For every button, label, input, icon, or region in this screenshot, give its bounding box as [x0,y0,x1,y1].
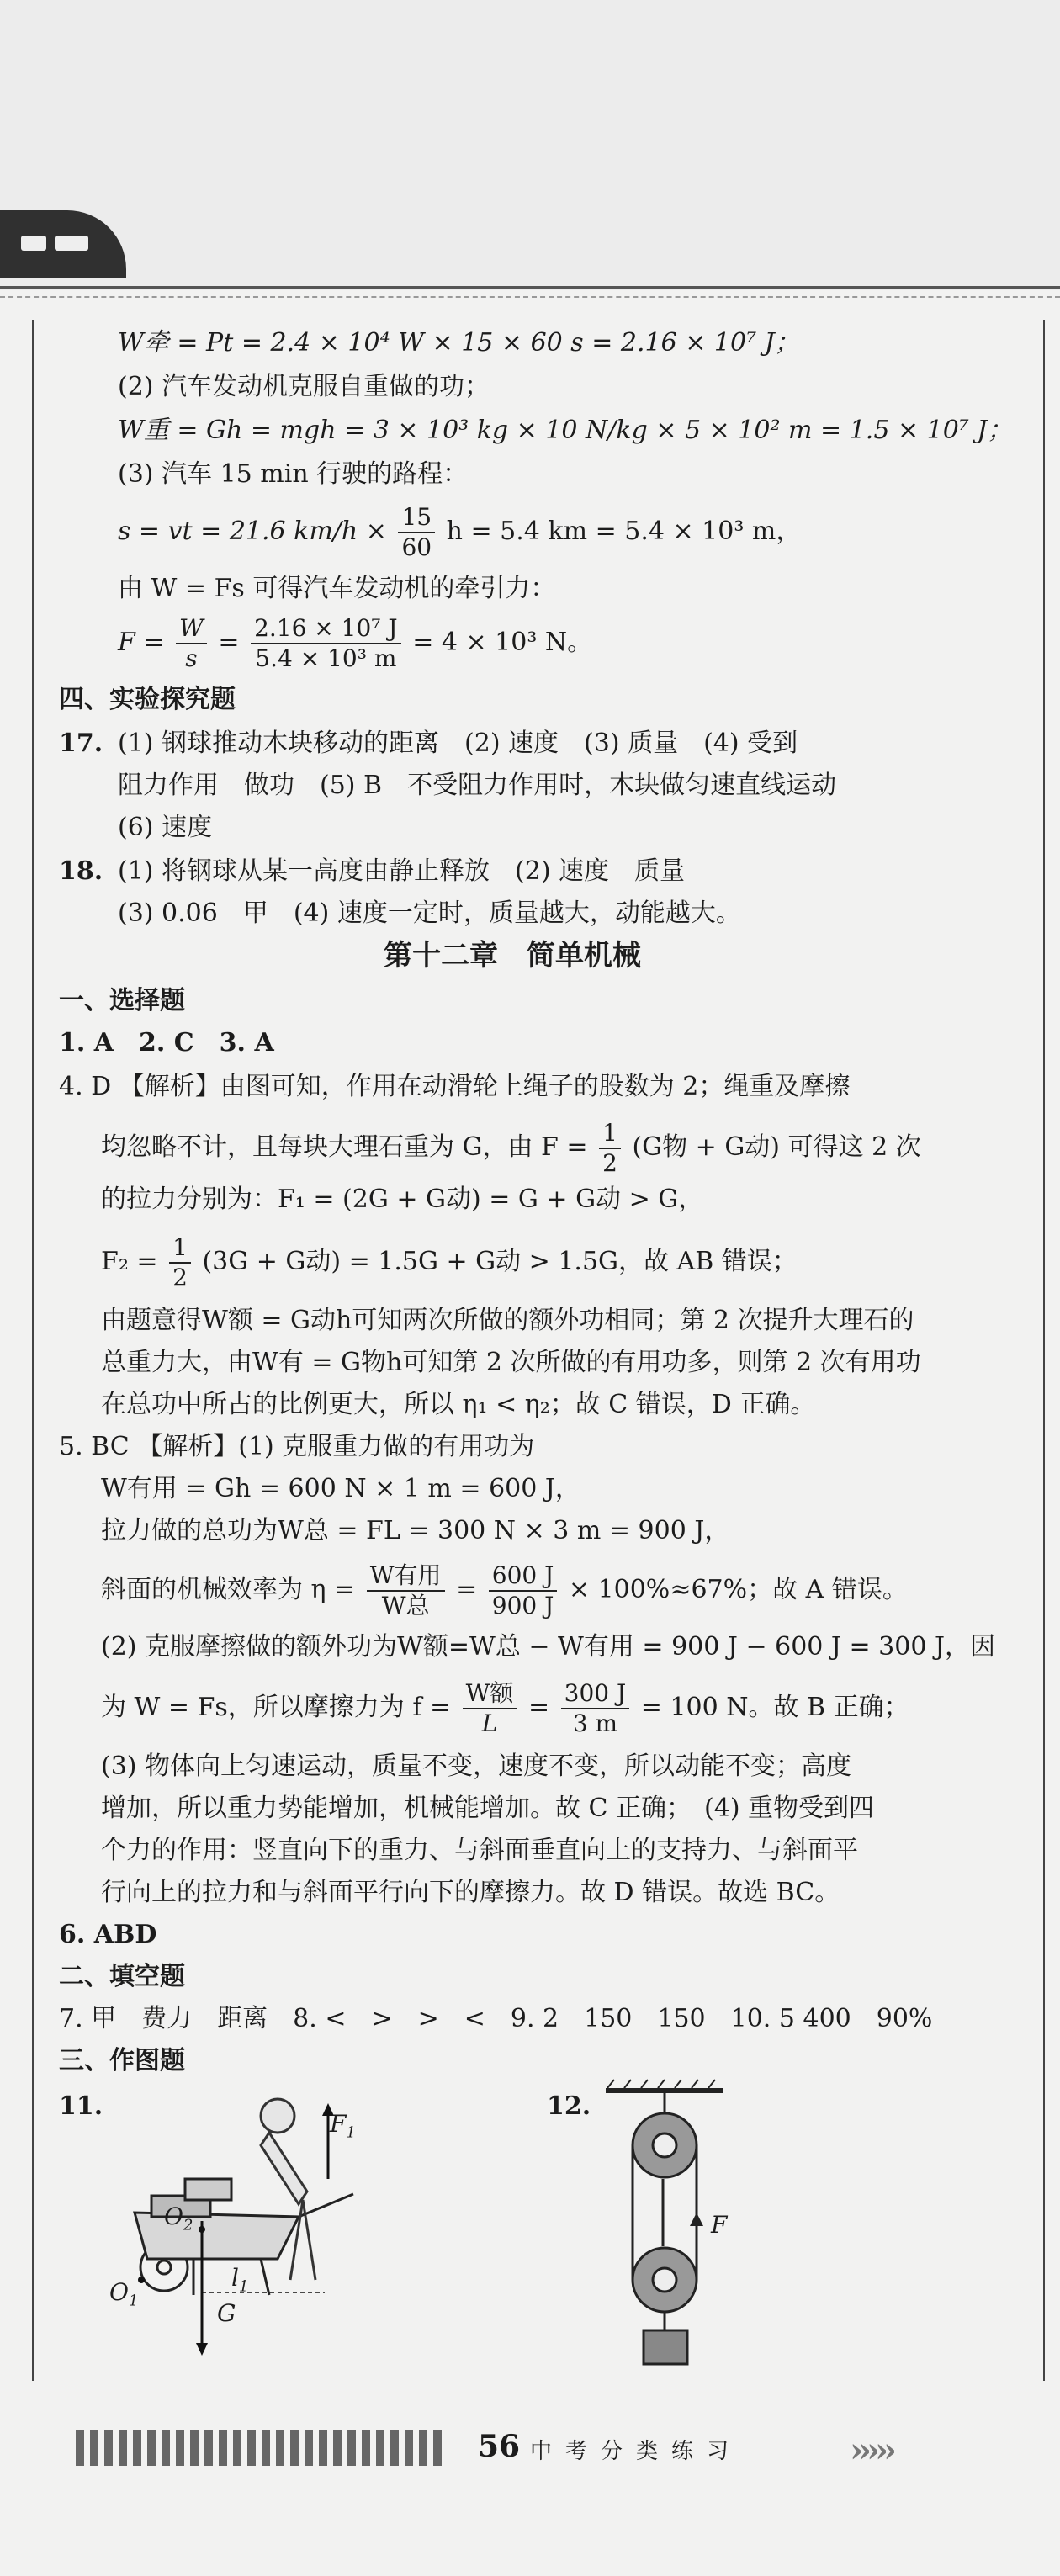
q4-line6: 总重力大，由W有 = G物h可知第 2 次所做的有用功多，则第 2 次有用功 [101,1348,921,1377]
q17-number: 17. [59,729,103,758]
force-f-arrow [690,2213,703,2226]
worker-head [261,2099,294,2133]
q5-line8: 增加，所以重力势能增加，机械能增加。故 C 正确； (4) 重物受到四 [101,1794,875,1823]
page-footer [76,2427,984,2469]
q5-line2: W有用 = Gh = 600 N × 1 m = 600 J， [101,1474,580,1503]
fraction-half-2: $\frac{1}{2}$ [169,1233,191,1292]
line-distance-formula: s = vt = 21.6 km/h × $\frac{15}{60}$ h = 5.4 km = 5.4 × 10³ m， [118,503,802,561]
q5-line5: (2) 克服摩擦做的额外功为W额=W总 − W有用 = 900 J − 600 J = 300 J，因 [101,1632,995,1662]
q6-answer: 6. ABD [59,1920,157,1949]
footer-stripes [76,2430,446,2466]
handle [299,2194,353,2217]
label-f: F [711,2211,728,2239]
chevron-right-icon: ››››› [850,2430,892,2470]
page-header-band [0,0,1060,290]
q1-3-answers: 1. A 2. C 3. A [59,1028,274,1057]
header-tab-shape [0,210,126,278]
q5-line7: (3) 物体向上匀速运动，质量不变，速度不变，所以动能不变；高度 [101,1752,852,1781]
section-experiment: 四、实验探究题 [59,685,236,714]
section-fill-blank: 二、填空题 [59,1962,185,1991]
q12-number: 12. [547,2091,591,2121]
line-traction-title: 由 W = Fs 可得汽车发动机的牵引力： [118,574,556,603]
center-of-gravity-o2 [199,2226,205,2233]
chapter-title: 第十二章 简单机械 [384,939,641,973]
fulcrum-o1 [138,2277,145,2283]
header-dashed-rule [0,296,1060,301]
worker-body [261,2133,307,2204]
line-distance-title: (3) 汽车 15 min 行驶的路程： [118,459,469,489]
label-o2: $O_2$ [164,2202,193,2234]
q18-number: 18. [59,856,103,886]
q5-line10: 行向上的拉力和与斜面平行向下的摩擦力。故 D 错误。故选 BC。 [101,1878,840,1907]
label-o1: $O_1$ [109,2278,139,2310]
fraction-half: $\frac{1}{2}$ [599,1119,621,1178]
q5-line3: 拉力做的总功为W总 = FL = 300 N × 3 m = 900 J， [101,1516,730,1545]
q5-line4: 斜面的机械效率为 η = $\frac{\text{W有用}}{\text{W总}}$ = $\frac{600 J}{900 J}$ × 100%≈67%；故 A 错误。 [101,1561,908,1619]
q5-line1: 5. BC 【解析】(1) 克服重力做的有用功为 [59,1432,535,1461]
fraction-value: $\frac{\text{2.16 × 10⁷ J}}{\text{5.4 × 10³ m}}$ [251,614,401,673]
line-self-weight-title: (2) 汽车发动机克服自重做的功； [118,372,490,401]
footer-title: 中考分类练习 [530,2439,743,2464]
q17-line2: 阻力作用 做功 (5) B 不受阻力作用时，木块做匀速直线运动 [118,771,837,800]
section-drawing: 三、作图题 [59,2046,185,2075]
q17-line1: (1) 钢球推动木块移动的距离 (2) 速度 (3) 质量 (4) 受到 [118,729,798,758]
header-rule [0,286,1060,289]
barrow-tray [135,2213,299,2259]
q5-line6: 为 W = Fs，所以摩擦力为 f = $\frac{\text{W额}}{L}$ = $\frac{300 J}{3 m}$ = 100 N。故 B 正确； [101,1679,909,1737]
right-margin-rule [1043,320,1045,2381]
fraction-efficiency: $\frac{\text{W有用}}{\text{W总}}$ [367,1561,445,1620]
q4-line4: F₂ = $\frac{1}{2}$ (3G + G动) = 1.5G + G动 > 1.5G，故 AB 错误； [101,1233,798,1291]
q18-line2: (3) 0.06 甲 (4) 速度一定时，质量越大，动能越大。 [118,898,741,928]
left-margin-rule [32,320,34,2381]
label-f1: $F_1$ [330,2110,356,2142]
q18-line1: (1) 将钢球从某一高度由静止释放 (2) 速度 质量 [118,856,686,886]
pulley-figure [589,2078,757,2381]
line-traction-formula: F = $\frac{W}{s}$ = $\frac{\text{2.16 × 10⁷ J}}{\text{5.4 × 10³ m}}$ = 4 × 10³ N。 [118,614,593,672]
q17-line3: (6) 速度 [118,813,213,842]
fraction-600-900: $\frac{600 J}{900 J}$ [489,1561,558,1620]
q4-line5: 由题意得W额 = G动h可知两次所做的额外功相同；第 2 次提升大理石的 [101,1306,914,1335]
line-work-gravity: W重 = Gh = mgh = 3 × 10³ kg × 10 N/kg × 5 × 10² m = 1.5 × 10⁷ J； [118,416,1013,445]
fraction-300-3: $\frac{300 J}{3 m}$ [561,1679,630,1738]
q7-10-answers: 7. 甲 费力 距离 8. < > > < 9. 2 150 150 10. 5 400 90% [59,2004,933,2033]
q4-line7: 在总功中所占的比例更大，所以 η₁ < η₂；故 C 错误，D 正确。 [101,1390,816,1419]
fraction-15-60: $\frac{15}{60}$ [398,503,435,562]
q4-line3: 的拉力分别为：F₁ = (2G + G动) = G + G动 > G， [101,1185,704,1214]
load-block [644,2330,687,2364]
q4-line2: 均忽略不计，且每块大理石重为 G，由 F = $\frac{1}{2}$ (G物 + G动) 可得这 2 次 [101,1119,921,1177]
q11-number: 11. [59,2091,103,2121]
label-l1: $l_1$ [231,2264,249,2296]
q5-line9: 个力的作用：竖直向下的重力、与斜面垂直向上的支持力、与斜面平 [101,1836,858,1865]
q4-line1: 4. D 【解析】由图可知，作用在动滑轮上绳子的股数为 2；绳重及摩擦 [59,1072,851,1101]
section-choice: 一、选择题 [59,986,185,1015]
page-number: 56 [478,2429,521,2464]
fraction-w-s: $\frac{W}{s}$ [176,614,207,673]
line-work-traction: W牵 = Pt = 2.4 × 10⁴ W × 15 × 60 s = 2.16 × 10⁷ J； [118,328,800,358]
fraction-friction: $\frac{\text{W额}}{L}$ [463,1679,517,1738]
label-g: G [217,2299,236,2327]
